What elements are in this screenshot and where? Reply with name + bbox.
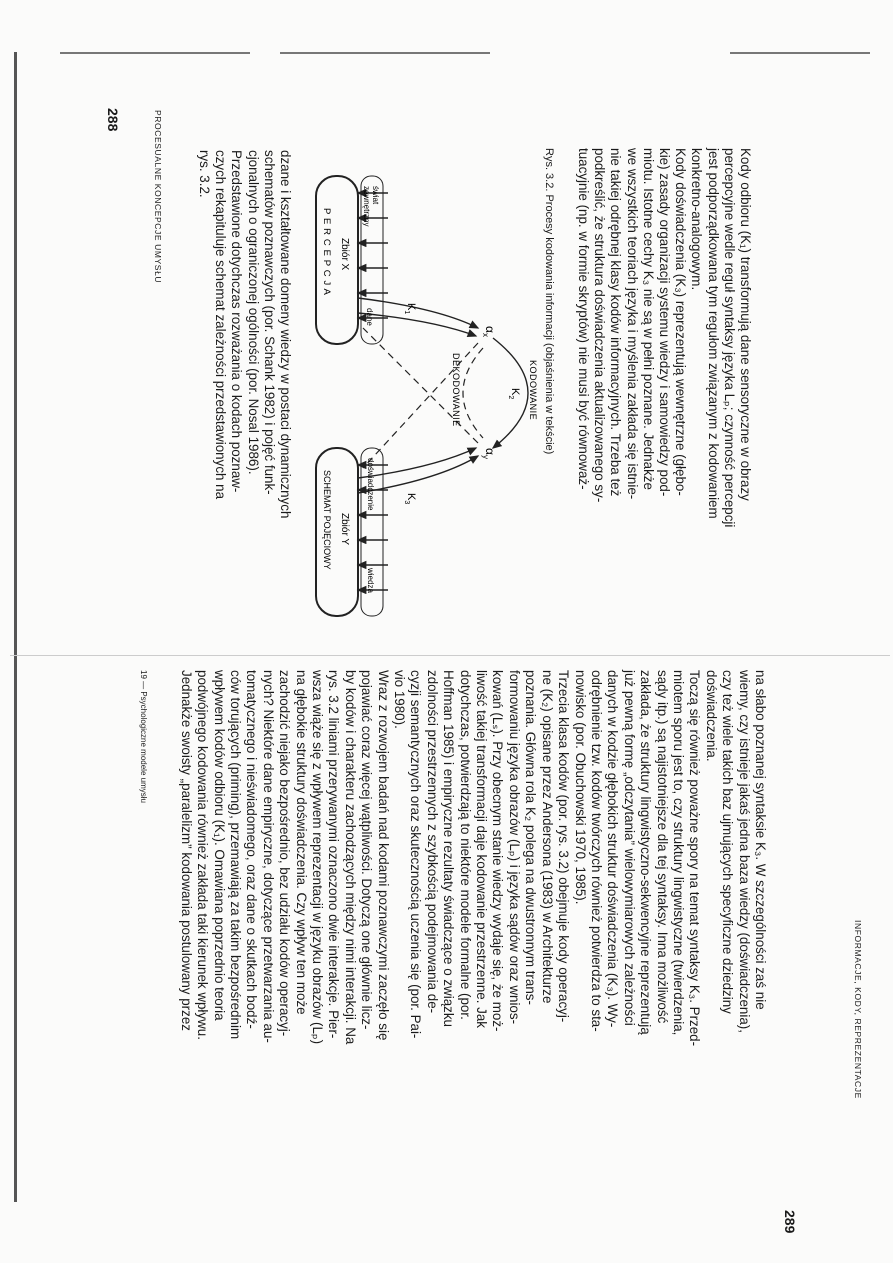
text-line: na głębokie struktury doświadczenia. Czy wpływ ten może — [293, 670, 309, 1015]
text-line: zdolności przestrzennych z szybkością podejmowania de- — [424, 670, 440, 1014]
alpha-y-label: $\alpha_y$ — [481, 448, 497, 459]
figure-caption: Rys. 3.2. Procesy kodowania informacji (objaśnienia w tekście) — [543, 148, 555, 455]
text-line: tomatycznego i nieświadomego, oraz dane o skutkach bodź- — [244, 670, 260, 1029]
page-number: 289 — [782, 1210, 798, 1234]
intro-paragraph — [196, 150, 293, 630]
page-footer: 19 — Psychologiczne modele umysłu — [139, 670, 148, 803]
text-line: dzane i kształtowane domeny wiedzy w postaci dynamicznych — [278, 150, 293, 519]
text-line: Przedstawione dotychczas rozważania o kodach poznaw- — [229, 150, 245, 493]
text-line: jest podporządkowana tym regułom związanym z kodowaniem — [705, 148, 721, 519]
text-line: zachodzić niejako bezpośrednio, bez udziału kodów operacyj- — [277, 670, 293, 1037]
text-line: na słabo poznanej syntaksie K₃. W szczególności zaś nie — [753, 670, 768, 1010]
text-line: Toczą się również poważne spory na temat syntaksy K₃. Przed- — [687, 670, 703, 1047]
text-line: we wszystkich teoriach języka i myślenia zakłada się istnie- — [624, 148, 640, 500]
text-line: miotu. Istotne cechy K₃ nie są w pełni poznane. Jednakże — [640, 148, 656, 490]
text-line: poznania. Główna rola K₂ polega na dwustronnym trans- — [523, 670, 539, 1005]
page-288 — [0, 0, 893, 630]
text-line: liwość takiej transformacji daje kodowanie przestrzenne. Jak — [474, 670, 490, 1028]
set-y-title: Zbiór Y — [339, 513, 350, 546]
text-line: dotychczas, potwierdzają to niektóre modele formalne (por. — [457, 670, 473, 1020]
text-line: Jednakże swoisty „paralelizm” kodowania postulowany przez — [178, 670, 194, 1031]
text-line: cjonalnych o ograniczonej ogólności (por. Nosal 1986). — [245, 150, 261, 475]
text-line: konkretno-analogowym. — [689, 148, 705, 291]
kodowanie-label: KODOWANIE — [528, 360, 538, 421]
set-x-title: Zbiór X — [339, 238, 350, 271]
text-line: danych w kodzie głębokich struktur doświadczenia (K₃). Wy- — [605, 670, 621, 1028]
text-line: już pewną formę „odczytania” wielowymiarowych zależności — [621, 670, 637, 1026]
text-line: miotem sporu jest to, czy struktury lingwistyczne (twierdzenia, — [670, 670, 686, 1036]
text-line: podwójnego kodowania również zakłada taki kierunek wpływu. — [195, 670, 211, 1040]
text-line: nych? Niektóre dane empiryczne, dotyczące przetwarzania au- — [260, 670, 276, 1043]
text-line: ne (K₂) opisane przez Andersona (1983) w Architekturze — [539, 670, 555, 1004]
text-line: percepcyjne wedle reguł syntaksy języka Lₚ; czynność percepcji — [721, 148, 737, 528]
text-line: cyzji semantycznych oraz skutecznością uczenia się (por. Pai- — [408, 670, 424, 1039]
text-line: czych rekapituluje schemat zależności przedstawionych na — [213, 150, 229, 500]
data-label: dane — [365, 308, 374, 326]
text-line: schematów poznawczych (por. Schank 1982) i pojęć funk- — [261, 150, 277, 495]
alpha-x-label: $\alpha_x$ — [481, 326, 497, 337]
k1-label: $K_1$ — [403, 303, 417, 315]
running-head: PROCESUALNE KONCEPCJE UMYSŁU — [153, 110, 163, 284]
text-line: vio 1980). — [392, 670, 408, 729]
text-line: by kodów i charakteru zachodzących między nimi interakcji. Na — [342, 670, 358, 1045]
text-line: Kody doświadczenia (K₃) reprezentują wewnętrzne (głębo- — [673, 148, 689, 496]
text-line: Kody odbioru (K₁) transformują dane sensoryczne w obrazy — [738, 148, 753, 501]
text-line: Trzecia klasa kodów (por. rys. 3.2) obejmuje kody operacyj- — [556, 670, 572, 1023]
text-line: kie) zasady organizacji systemu wiedzy i samowiedzy pod- — [656, 148, 672, 497]
text-line: zakłada, że struktury lingwistyczno-sekwencyjne reprezentują — [638, 670, 654, 1035]
text-line: Hoffman 1985) i empiryczne rezultaty świadczące o związku — [441, 670, 457, 1027]
body-text — [177, 670, 768, 1230]
set-x-label: P E R C E P C J A — [321, 208, 332, 296]
text-line: tuacyjnie (np. w formie skryptów) nie musi być równoważ- — [575, 148, 591, 490]
page-number: 288 — [105, 108, 121, 132]
world-label-1: świat — [371, 186, 380, 205]
text-line: wpływem kodów odbioru (K₁). Omawiana poprzednio teoria — [211, 670, 227, 1021]
text-line: wiemy, czy istnieje jakaś jedna baza wiedzy (doświadczenia), — [736, 670, 752, 1033]
text-line: pojawiać coraz więcej wątpliwości. Dotyczą one głównie licz- — [359, 670, 375, 1030]
set-y-label: SCHEMAT POJĘCIOWY — [322, 470, 332, 570]
text-line: sądy itp.) są najistotniejsze dla tej syntaksy. Inna możliwość — [654, 670, 670, 1024]
dekodowanie-label: DEKODOWANIE — [451, 353, 461, 427]
text-line: nowisko (por. Obuchowski 1970, 1985). — [572, 670, 588, 905]
k3-label: $K_3$ — [403, 493, 417, 505]
text-line: ców torujących (priming), przemawiają za takim bezpośrednim — [228, 670, 243, 1040]
page-289 — [0, 630, 893, 1263]
text-line: doświadczenia. — [703, 670, 719, 762]
text-line: formowaniu języka obrazów (Lₚ) i języka sądów oraz wnios- — [506, 670, 522, 1025]
text-line: podkreślić, że struktura doświadczenia aktualizowanego sy- — [592, 148, 608, 503]
body-paragraph — [575, 148, 753, 628]
figure-3-2 — [293, 148, 548, 628]
text-line: czy też wiele takich baz ujmujących specyficzne dziedziny — [720, 670, 736, 1014]
k2-label: $K_2$ — [507, 388, 521, 400]
text-line: rys. 3.2 liniami przerywanymi oznaczono dwie interakcje. Pier- — [326, 670, 342, 1039]
world-label-2: zewnętrzny — [362, 186, 371, 227]
text-line: Wraz z rozwojem badań nad kodami poznawczymi zaczęło się — [375, 670, 391, 1041]
text-line: wsza wiąże się z wpływem reprezentacji w języku obrazów (Lₚ) — [310, 670, 326, 1045]
knowledge-label: wiedza — [366, 568, 375, 593]
running-head: INFORMACJE, KODY, REPREZENTACJE — [853, 920, 863, 1099]
text-line: kowań (Lₛ). Przy obecnym stanie wiedzy wydaje się, że moż- — [490, 670, 506, 1032]
experience-label: doświadczenie — [366, 458, 375, 511]
text-line: nie takiej odrębnej klasy kodów informacyjnych. Trzeba też — [608, 148, 624, 497]
text-line: odrębnienie tzw. kodów twórczych również potwierdza to sta- — [588, 670, 604, 1032]
text-line: rys. 3.2. — [196, 150, 212, 198]
